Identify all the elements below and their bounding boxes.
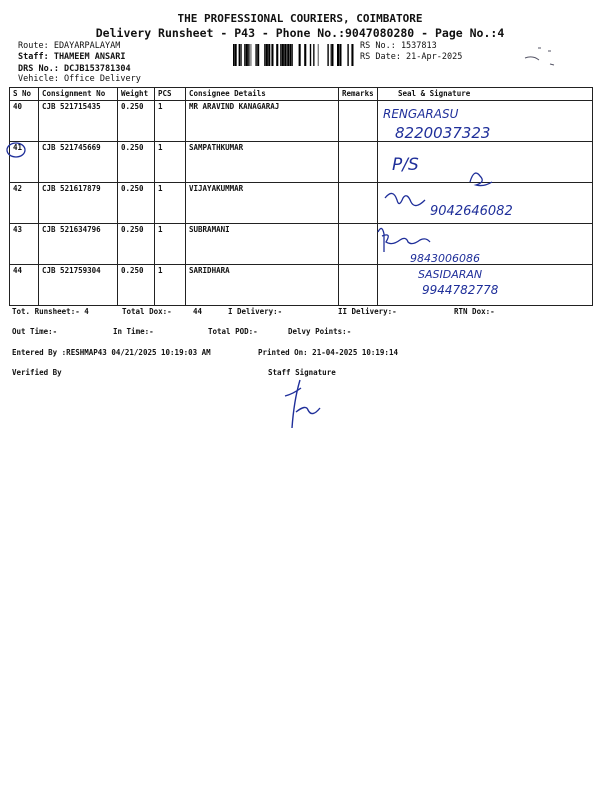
col-consignee: Consignee Details (186, 88, 339, 101)
runsheet-table (9, 87, 593, 306)
row-weight: 0.250 (118, 142, 155, 183)
row-pcs: 1 (155, 183, 186, 224)
handwritten-phone: 9944782778 (422, 283, 499, 297)
barcode-bar (299, 44, 301, 66)
delvy-points: Delvy Points:- (288, 327, 352, 336)
barcode-bar (347, 44, 348, 66)
barcode-bar (327, 44, 328, 66)
row-remarks (339, 183, 378, 224)
table-row (10, 224, 593, 265)
row-consignment-no: CJB 521715435 (39, 101, 118, 142)
total-dox-value: 44 (193, 307, 203, 316)
barcode-bar (239, 44, 241, 66)
barcode-bar (291, 44, 292, 66)
tot-runsheet: Tot. Runsheet:- 4 (12, 307, 89, 316)
staff-signature-label: Staff Signature (268, 368, 336, 377)
row-weight: 0.250 (118, 224, 155, 265)
runsheet-title: Delivery Runsheet - P43 - Phone No.:9047080280 - Page No.:4 (95, 26, 505, 40)
barcode-bar (304, 44, 306, 66)
table-row (10, 101, 593, 142)
barcode-bar (251, 44, 252, 66)
barcode-bar (236, 44, 237, 66)
staff-signature (285, 380, 320, 428)
row-signature-cell (378, 224, 593, 265)
rtn-dox: RTN Dox:- (454, 307, 495, 316)
barcode-bar (276, 44, 278, 66)
row-sno: 41 (10, 142, 39, 183)
barcode (232, 44, 354, 66)
row-consignee: SARIDHARA (186, 265, 339, 306)
row-sno: 43 (10, 224, 39, 265)
barcode-bar (257, 44, 258, 66)
printed-on: Printed On: 21-04-2025 10:19:14 (258, 348, 398, 357)
barcode-bar (241, 44, 242, 66)
barcode-bar (233, 44, 234, 66)
row-remarks (339, 265, 378, 306)
table-row (10, 183, 593, 224)
row-consignee: SAMPATHKUMAR (186, 142, 339, 183)
row-remarks (339, 101, 378, 142)
ii-delivery: II Delivery:- (338, 307, 397, 316)
out-time: Out Time:- (12, 327, 58, 336)
row-consignee: VIJAYAKUMMAR (186, 183, 339, 224)
handwritten-phone: 9843006086 (410, 252, 480, 265)
route: Route: EDAYARPALAYAM (18, 41, 121, 51)
row-consignment-no: CJB 521617879 (39, 183, 118, 224)
col-seal-signature: Seal & Signature (378, 88, 593, 101)
row-consignment-no: CJB 521745669 (39, 142, 118, 183)
entered-by: Entered By :RESHMAP43 04/21/2025 10:19:03 AM (12, 348, 211, 357)
barcode-bar (235, 44, 236, 66)
row-consignment-no: CJB 521759304 (39, 265, 118, 306)
barcode-bar (264, 44, 265, 66)
barcode-bar (268, 44, 270, 66)
barcode-bar (318, 44, 319, 66)
col-remarks: Remarks (339, 88, 378, 101)
total-pod: Total POD:- (208, 327, 258, 336)
barcode-bar (337, 44, 339, 66)
barcode-bar (331, 44, 332, 66)
barcode-bar (284, 44, 286, 66)
staff: Staff: THAMEEM ANSARI (18, 52, 126, 62)
rs-number: RS No.: 1537813 (360, 41, 437, 51)
barcode-bar (255, 44, 256, 66)
rs-date: RS Date: 21-Apr-2025 (360, 52, 463, 62)
drs-number: DRS No.: DCJB153781304 (18, 64, 131, 74)
row-consignee: SUBRAMANI (186, 224, 339, 265)
row-sno: 44 (10, 265, 39, 306)
handwritten-mark: P/S (392, 155, 419, 175)
table-row (10, 142, 593, 183)
in-time: In Time:- (113, 327, 154, 336)
barcode-bar (351, 44, 353, 66)
row-pcs: 1 (155, 224, 186, 265)
barcode-bar (244, 44, 245, 66)
barcode-bar (290, 44, 291, 66)
total-dox-label: Total Dox:- (122, 307, 172, 316)
row-weight: 0.250 (118, 101, 155, 142)
handwritten-name: SASIDARAN (418, 268, 483, 281)
barcode-bar (258, 44, 259, 66)
barcode-bar (287, 44, 288, 66)
col-pcs: PCS (155, 88, 186, 101)
table-header-row (10, 88, 593, 101)
row-sno: 40 (10, 101, 39, 142)
row-remarks (339, 224, 378, 265)
row-pcs: 1 (155, 265, 186, 306)
barcode-bar (314, 44, 315, 66)
handwritten-phone: 9042646082 (430, 204, 513, 219)
barcode-bar (287, 44, 289, 66)
row-sno: 42 (10, 183, 39, 224)
row-pcs: 1 (155, 142, 186, 183)
company-name: THE PROFESSIONAL COURIERS, COIMBATORE (177, 12, 423, 25)
handwritten-name: RENGARASU (383, 107, 459, 121)
barcode-bar (282, 44, 284, 66)
row-consignee: MR ARAVIND KANAGARAJ (186, 101, 339, 142)
row-signature-cell (378, 101, 593, 142)
row-signature-cell (378, 183, 593, 224)
barcode-bar (246, 44, 248, 66)
barcode-bar (248, 44, 249, 66)
pen-mark (525, 48, 554, 65)
i-delivery: I Delivery:- (228, 307, 283, 316)
col-sno: S No (10, 88, 39, 101)
barcode-bar (280, 44, 281, 66)
col-consignment: Consignment No (39, 88, 118, 101)
row-weight: 0.250 (118, 183, 155, 224)
vehicle: Vehicle: Office Delivery (18, 74, 141, 84)
barcode-bar (339, 44, 341, 66)
barcode-bar (266, 44, 268, 66)
row-consignment-no: CJB 521634796 (39, 224, 118, 265)
row-signature-cell (378, 142, 593, 183)
barcode-bar (331, 44, 333, 66)
row-weight: 0.250 (118, 265, 155, 306)
row-pcs: 1 (155, 101, 186, 142)
row-remarks (339, 142, 378, 183)
verified-by: Verified By (12, 368, 62, 377)
col-weight: Weight (118, 88, 155, 101)
table-row (10, 265, 593, 306)
row-signature-cell (378, 265, 593, 306)
barcode-bar (271, 44, 273, 66)
barcode-bar (313, 44, 314, 66)
handwritten-phone: 8220037323 (395, 124, 491, 142)
barcode-bar (310, 44, 311, 66)
